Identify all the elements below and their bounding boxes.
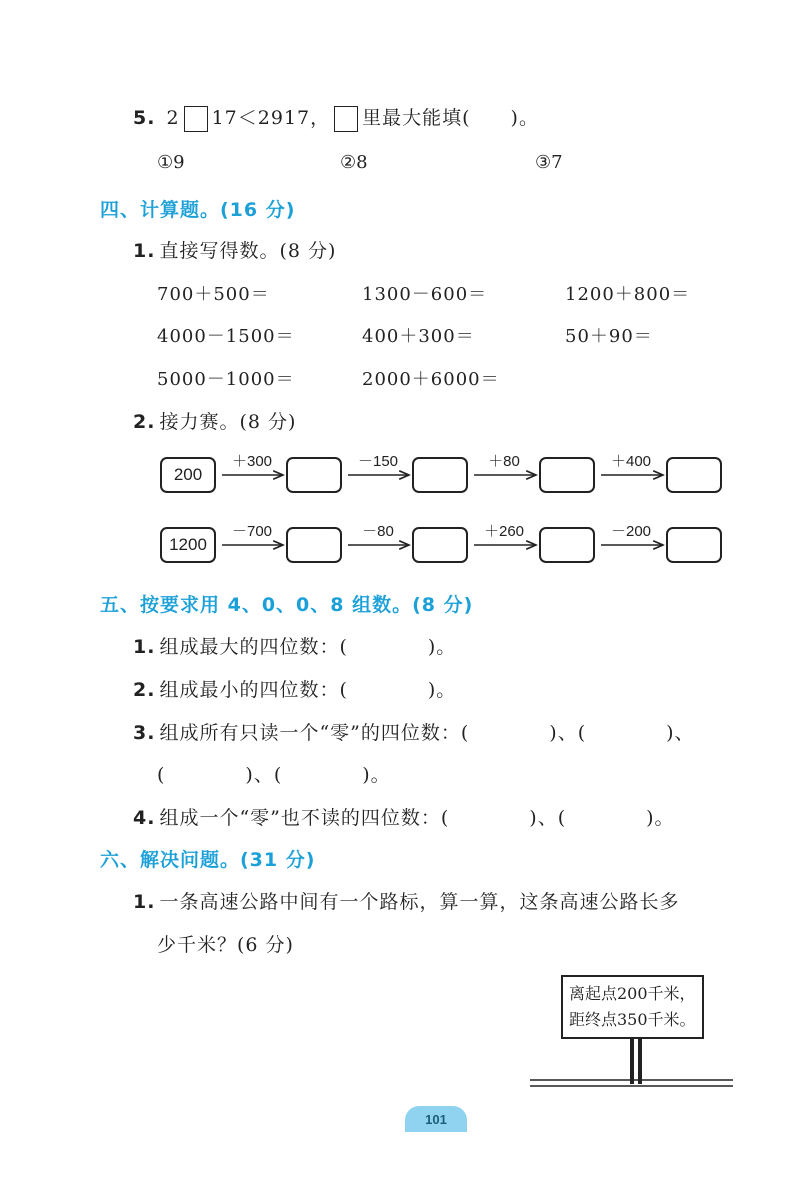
calc-item: 1300－600＝ bbox=[362, 284, 488, 305]
sec5-question-3-cont: ( )、( )。 bbox=[157, 764, 391, 786]
question-5: 5. 2 17＜2917， 里最大能填( )。 bbox=[133, 103, 539, 132]
calc-item: 1200＋800＝ bbox=[565, 284, 691, 305]
relay-operation: ＋400 bbox=[610, 453, 652, 470]
calc-item: 400＋300＝ bbox=[362, 326, 475, 347]
calc-item: 2000＋6000＝ bbox=[362, 369, 500, 390]
sec5-question-2: 2. 组成最小的四位数：( )。 bbox=[133, 679, 457, 701]
sec5-question-4: 4. 组成一个“零”也不读的四位数：( )、( )。 bbox=[133, 807, 675, 829]
option-2: ②8 bbox=[340, 152, 368, 173]
road-sign: 离起点200千米， 距终点350千米。 bbox=[561, 975, 704, 1039]
relay-operation: ＋260 bbox=[483, 523, 525, 540]
section-6-title: 六、解决问题。(31 分) bbox=[100, 849, 316, 871]
calc-question: 1. 直接写得数。(8 分) bbox=[133, 240, 337, 262]
relay-question: 2. 接力赛。(8 分) bbox=[133, 411, 297, 433]
option-3: ③7 bbox=[535, 152, 563, 173]
relay-operation: －150 bbox=[357, 453, 399, 470]
relay-operation: ＋300 bbox=[231, 453, 273, 470]
section-5-title: 五、按要求用 4、0、0、8 组数。(8 分) bbox=[100, 594, 474, 616]
sec5-question-3: 3. 组成所有只读一个“零”的四位数：( )、( )、 bbox=[133, 722, 695, 744]
relay-operation: －80 bbox=[362, 523, 394, 540]
calc-item: 5000－1000＝ bbox=[157, 369, 295, 390]
calc-item: 700＋500＝ bbox=[157, 284, 270, 305]
relay-start-box: 200 bbox=[160, 457, 216, 493]
calc-item: 4000－1500＝ bbox=[157, 326, 295, 347]
calc-item: 50＋90＝ bbox=[565, 326, 653, 347]
problem-1-cont: 少千米？(6 分) bbox=[157, 934, 294, 956]
relay-start-box: 1200 bbox=[160, 527, 216, 563]
section-4-title: 四、计算题。(16 分) bbox=[100, 199, 296, 221]
relay-operation: －700 bbox=[231, 523, 273, 540]
sec5-question-1: 1. 组成最大的四位数：( )。 bbox=[133, 636, 457, 658]
problem-1: 1. 一条高速公路中间有一个路标，算一算，这条高速公路长多 bbox=[133, 891, 680, 913]
relay-operation: －200 bbox=[610, 523, 652, 540]
option-1: ①9 bbox=[157, 152, 185, 173]
page-number: 101 bbox=[405, 1106, 467, 1132]
relay-operation: ＋80 bbox=[488, 453, 520, 470]
